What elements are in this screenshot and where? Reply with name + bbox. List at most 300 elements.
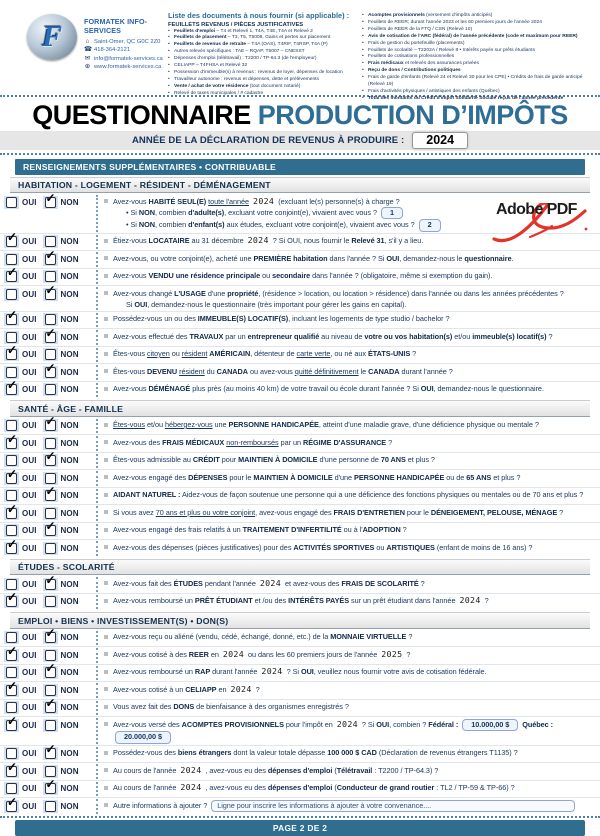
oui-checkbox[interactable] bbox=[6, 384, 17, 395]
non-checkbox[interactable] bbox=[45, 783, 56, 794]
question-line: Avez-vous cotisé à un CELIAPP en 2024 ? bbox=[113, 684, 597, 695]
document-list-item: • Frais de gestion du portefeuille (placements) bbox=[362, 41, 594, 48]
oui-checkbox[interactable] bbox=[6, 314, 17, 325]
company-block bbox=[84, 17, 166, 72]
oui-strip bbox=[4, 366, 19, 379]
question-line: Êtes-vous DEVENU résident du CANADA ou avez-vous quitté définitivement le CANADA durant l'année ? bbox=[113, 366, 597, 377]
non-strip bbox=[43, 800, 58, 813]
document-list-item: • Vente / achat de votre résidence (tout document notarié) bbox=[168, 84, 360, 91]
answer-cell bbox=[4, 683, 96, 697]
oui-checkbox[interactable] bbox=[6, 667, 17, 678]
inline-amount-field[interactable]: 2 bbox=[419, 219, 441, 232]
answer-cell bbox=[4, 541, 96, 555]
non-checkbox[interactable] bbox=[45, 384, 56, 395]
dotted-divider bbox=[96, 195, 98, 232]
non-label: NON bbox=[61, 385, 79, 394]
question-row bbox=[0, 364, 600, 382]
oui-checkbox[interactable] bbox=[6, 720, 17, 731]
non-checkbox[interactable] bbox=[45, 596, 56, 607]
non-label: NON bbox=[61, 651, 79, 660]
oui-label: OUI bbox=[22, 368, 37, 377]
house-icon: ⌂ bbox=[84, 38, 91, 47]
question-text bbox=[113, 489, 597, 501]
question-line: Avez-vous remboursé un PRÊT ÉTUDIANT et /ou des INTÉRÊTS PAYÉS sur un prêt étudiant dans l'année 2024 ? bbox=[113, 595, 597, 606]
oui-checkbox[interactable] bbox=[6, 525, 17, 536]
non-checkbox[interactable] bbox=[45, 525, 56, 536]
filled-year-field[interactable]: 2024 bbox=[178, 765, 203, 775]
question-line: Étiez-vous LOCATAIRE au 31 décembre 2024 ? Si OUI, nous fournir le Relevé 31, s'il y a lieu. bbox=[113, 235, 597, 246]
question-row bbox=[0, 453, 600, 471]
non-label: NON bbox=[61, 721, 79, 730]
non-checkbox[interactable] bbox=[45, 332, 56, 343]
dotted-divider bbox=[96, 631, 98, 646]
question-text bbox=[113, 235, 597, 247]
oui-strip bbox=[4, 331, 19, 344]
non-checkbox[interactable] bbox=[45, 766, 56, 777]
dotted-divider bbox=[96, 270, 98, 285]
non-checkbox[interactable] bbox=[45, 473, 56, 484]
question-row bbox=[0, 418, 600, 436]
non-checkbox[interactable] bbox=[45, 748, 56, 759]
filled-year-field[interactable]: 2024 bbox=[251, 196, 276, 206]
answer-cell bbox=[4, 419, 96, 433]
question-row bbox=[0, 382, 600, 399]
answer-cell bbox=[4, 506, 96, 520]
dotted-divider bbox=[96, 252, 98, 267]
logo-letter: F bbox=[42, 22, 62, 52]
oui-label: OUI bbox=[22, 439, 37, 448]
document-list-item: • Travailleur autonome : revenus et dépenses, dette et prélèvements bbox=[168, 77, 360, 84]
bullet-icon bbox=[104, 786, 108, 790]
oui-label: OUI bbox=[22, 290, 37, 299]
non-checkbox[interactable] bbox=[45, 254, 56, 265]
document-list-item: • Feuillets de scolarité – T2202A / Relevé 8 • Intérêts payés sur prêts étudiants bbox=[362, 48, 594, 55]
oui-strip bbox=[4, 649, 19, 662]
section-header: ÉTUDES - SCOLARITÉ bbox=[10, 559, 590, 576]
question-row bbox=[0, 665, 600, 683]
dotted-divider bbox=[96, 541, 98, 556]
question-text bbox=[113, 782, 597, 794]
non-label: NON bbox=[61, 544, 79, 553]
dotted-divider bbox=[96, 383, 98, 398]
non-checkbox[interactable] bbox=[45, 197, 56, 208]
non-label: NON bbox=[61, 491, 79, 500]
question-line: Avez-vous remboursé un RAP durant l'année 2024 ? Si OUI, veuillez nous fournir votre avis de cotisation fédérale. bbox=[113, 666, 597, 677]
dotted-divider bbox=[96, 595, 98, 610]
section-header: HABITATION - LOGEMENT - RÉSIDENT - DÉMÉNAGEMENT bbox=[10, 177, 590, 194]
question-text bbox=[113, 287, 597, 310]
question-line: Avez-vous des FRAIS MÉDICAUX non-remboursés par un RÉGIME D'ASSURANCE ? bbox=[113, 437, 597, 448]
question-row bbox=[0, 781, 600, 799]
non-label: NON bbox=[61, 439, 79, 448]
question-line: Avez-vous VENDU une résidence principale ou secondaire dans l'année ? (obligatoire, même si exemption du gain). bbox=[113, 270, 597, 281]
filled-year-field[interactable]: 2024 bbox=[457, 595, 482, 605]
question-text bbox=[113, 330, 597, 342]
non-checkbox[interactable] bbox=[45, 579, 56, 590]
oui-checkbox[interactable] bbox=[6, 766, 17, 777]
answer-cell bbox=[4, 718, 96, 732]
inline-amount-field[interactable]: 20.000,00 $ bbox=[115, 731, 171, 744]
inline-amount-field[interactable]: 1 bbox=[381, 207, 403, 220]
bullet-icon bbox=[104, 722, 108, 726]
non-strip bbox=[43, 489, 58, 502]
filled-year-field[interactable]: 2024 bbox=[335, 719, 360, 729]
question-line: Au cours de l'année 2024 , avez-vous eu des dépenses d'emploi (Télétravail : T2200 / TP-64.3) ? bbox=[113, 765, 597, 776]
question-text bbox=[113, 365, 597, 377]
question-text bbox=[113, 648, 597, 660]
section-rows bbox=[0, 630, 600, 815]
oui-strip bbox=[4, 719, 19, 732]
bullet-icon bbox=[104, 768, 108, 772]
oui-checkbox[interactable] bbox=[6, 473, 17, 484]
globe-icon: ⊕ bbox=[84, 63, 91, 72]
bullet-icon bbox=[104, 510, 108, 514]
question-text bbox=[113, 471, 597, 483]
section bbox=[0, 177, 600, 399]
non-checkbox[interactable] bbox=[45, 632, 56, 643]
bullet-icon bbox=[104, 751, 108, 755]
non-checkbox[interactable] bbox=[45, 438, 56, 449]
question-text bbox=[113, 577, 597, 589]
oui-checkbox[interactable] bbox=[6, 632, 17, 643]
answer-cell bbox=[4, 595, 96, 609]
question-row bbox=[0, 470, 600, 488]
non-checkbox[interactable] bbox=[45, 702, 56, 713]
answer-cell bbox=[4, 454, 96, 468]
oui-label: OUI bbox=[22, 668, 37, 677]
contact-line bbox=[84, 55, 166, 64]
answer-cell bbox=[4, 666, 96, 680]
dotted-divider bbox=[96, 666, 98, 681]
question-row bbox=[0, 286, 600, 312]
oui-strip bbox=[4, 631, 19, 644]
question-line: Si OUI, demandez-nous le questionnaire (très important pour gérer les gains en capital). bbox=[113, 299, 597, 310]
oui-strip bbox=[4, 701, 19, 714]
bullet-icon bbox=[104, 635, 108, 639]
answer-cell bbox=[4, 365, 96, 379]
question-row bbox=[0, 505, 600, 523]
non-checkbox[interactable] bbox=[45, 271, 56, 282]
question-text bbox=[113, 683, 597, 695]
filled-year-field[interactable]: 2024 bbox=[178, 782, 203, 792]
question-line: Êtes-vous citoyen ou résident AMÉRICAIN, détenteur de carte verte, ou né aux ÉTATS-UNIS ? bbox=[113, 348, 597, 359]
oui-checkbox[interactable] bbox=[6, 236, 17, 247]
adobe-pdf-label: Adobe PDF bbox=[496, 201, 577, 219]
document-list-item: • Feuillets d'emploi – T4 et Relevé 1, T4A, T4E, T4A et Relevé 2 bbox=[168, 29, 360, 36]
oui-strip bbox=[4, 270, 19, 283]
non-checkbox[interactable] bbox=[45, 543, 56, 554]
oui-checkbox[interactable] bbox=[6, 702, 17, 713]
page-title-accent: PRODUCTION D’IMPÔTS bbox=[251, 100, 568, 130]
oui-strip bbox=[4, 437, 19, 450]
documents-col1 bbox=[168, 29, 360, 98]
document-list-item: • Frais de garde d'enfants (Relevé 24 et Relevé 30 pour les CPE) • Crédits de frais de garde anticipé (Relevé 19) bbox=[362, 75, 594, 89]
question-line: Avez-vous fait des ÉTUDES pendant l'année 2024 et avez-vous des FRAIS DE SCOLARITÉ ? bbox=[113, 578, 597, 589]
oui-label: OUI bbox=[22, 350, 37, 359]
non-strip bbox=[43, 437, 58, 450]
non-strip bbox=[43, 454, 58, 467]
oui-checkbox[interactable] bbox=[6, 685, 17, 696]
non-checkbox[interactable] bbox=[45, 314, 56, 325]
non-checkbox[interactable] bbox=[45, 508, 56, 519]
bullet-icon bbox=[104, 599, 108, 603]
question-row bbox=[0, 523, 600, 541]
bullet-icon bbox=[104, 803, 108, 807]
question-text bbox=[113, 419, 597, 431]
non-checkbox[interactable] bbox=[45, 720, 56, 731]
question-line: Possédez-vous un ou des IMMEUBLE(S) LOCATIF(S), incluant les logements de type studio / bachelor ? bbox=[113, 313, 597, 324]
answer-cell bbox=[4, 287, 96, 301]
oui-strip bbox=[4, 765, 19, 778]
bullet-icon bbox=[104, 581, 108, 585]
non-strip bbox=[43, 270, 58, 283]
oui-label: OUI bbox=[22, 237, 37, 246]
oui-checkbox[interactable] bbox=[6, 367, 17, 378]
question-line: Êtes-vous admissible au CRÉDIT pour MAINTIEN À DOMICILE d'une personne de 70 ANS et plus ? bbox=[113, 454, 597, 465]
document-list-item: • Possession d'immeuble(s) à revenus : revenus de loyer, dépenses de location bbox=[168, 70, 360, 77]
non-checkbox[interactable] bbox=[45, 650, 56, 661]
oui-strip bbox=[4, 507, 19, 520]
dotted-divider bbox=[96, 718, 98, 744]
oui-strip bbox=[4, 595, 19, 608]
oui-checkbox[interactable] bbox=[6, 197, 17, 208]
non-checkbox[interactable] bbox=[45, 367, 56, 378]
bullet-icon bbox=[104, 274, 108, 278]
oui-checkbox[interactable] bbox=[6, 438, 17, 449]
oui-checkbox[interactable] bbox=[6, 508, 17, 519]
oui-checkbox[interactable] bbox=[6, 748, 17, 759]
non-label: NON bbox=[61, 333, 79, 342]
oui-label: OUI bbox=[22, 456, 37, 465]
oui-checkbox[interactable] bbox=[6, 543, 17, 554]
non-strip bbox=[43, 578, 58, 591]
inline-amount-field[interactable]: 10.000,00 $ bbox=[462, 719, 518, 732]
dotted-divider bbox=[96, 313, 98, 328]
question-text bbox=[113, 701, 597, 713]
question-line: Avez-vous, ou votre conjoint(e), acheté une PREMIÈRE habitation dans l'année ? Si OUI, demandez-nous le questionnaire. bbox=[113, 253, 597, 264]
oui-checkbox[interactable] bbox=[6, 650, 17, 661]
sections bbox=[0, 177, 600, 815]
section-header: EMPLOI • BIENS • INVESTISSEMENT(S) • DON(S) bbox=[10, 612, 590, 629]
question-line: Avez-vous des dépenses (pièces justificatives) pour des ACTIVITÉS SPORTIVES ou ARTISTIQUES (enfant de moins de 16 ans) ? bbox=[113, 542, 597, 553]
document-list-item: • Feuillets de placement – T3, T5, T5008, Gains et pertes sur placement bbox=[168, 35, 360, 42]
non-strip bbox=[43, 196, 58, 209]
oui-label: OUI bbox=[22, 633, 37, 642]
non-strip bbox=[43, 253, 58, 266]
dotted-divider bbox=[96, 436, 98, 451]
non-label: NON bbox=[61, 290, 79, 299]
mail-icon: ✉ bbox=[84, 55, 91, 64]
non-strip bbox=[43, 288, 58, 301]
question-row bbox=[0, 717, 600, 746]
page-title bbox=[0, 100, 600, 130]
non-label: NON bbox=[61, 784, 79, 793]
bullet-icon bbox=[104, 239, 108, 243]
question-text bbox=[113, 541, 597, 553]
company-logo bbox=[27, 14, 77, 60]
non-checkbox[interactable] bbox=[45, 420, 56, 431]
document-list-item: • CELIAPP – T4FHSA et Relevé 32 bbox=[168, 63, 360, 70]
oui-checkbox[interactable] bbox=[6, 596, 17, 607]
answer-cell bbox=[4, 701, 96, 715]
oui-strip bbox=[4, 196, 19, 209]
non-checkbox[interactable] bbox=[45, 455, 56, 466]
filled-year-field[interactable]: 2024 bbox=[258, 578, 283, 588]
non-checkbox[interactable] bbox=[45, 490, 56, 501]
document-list-item: • Dépenses d'emploi (télétravail) : T2200 / TP-64.3 (de l'employeur) bbox=[168, 56, 360, 63]
oui-strip bbox=[4, 472, 19, 485]
dotted-divider bbox=[96, 683, 98, 698]
answer-cell bbox=[4, 764, 96, 778]
oui-checkbox[interactable] bbox=[6, 271, 17, 282]
section-header: SANTÉ - ÂGE - FAMILLE bbox=[10, 400, 590, 417]
bullet-icon bbox=[104, 670, 108, 674]
answer-cell bbox=[4, 383, 96, 397]
question-text bbox=[113, 436, 597, 448]
contact-line bbox=[84, 46, 166, 55]
question-text bbox=[113, 270, 597, 282]
non-strip bbox=[43, 331, 58, 344]
contact-line bbox=[84, 63, 166, 72]
non-strip bbox=[43, 684, 58, 697]
bullet-icon bbox=[104, 475, 108, 479]
non-checkbox[interactable] bbox=[45, 236, 56, 247]
oui-label: OUI bbox=[22, 272, 37, 281]
oui-checkbox[interactable] bbox=[6, 349, 17, 360]
page-number-bar: PAGE 2 DE 2 bbox=[15, 820, 585, 836]
oui-strip bbox=[4, 524, 19, 537]
bullet-icon bbox=[104, 291, 108, 295]
oui-label: OUI bbox=[22, 703, 37, 712]
answer-cell bbox=[4, 195, 96, 209]
section bbox=[0, 612, 600, 815]
answer-cell bbox=[4, 313, 96, 327]
question-line: Avez-vous changé L'USAGE d'une propriété, (résidence > location, ou location > résidence) dans l'année ou dans les années précédentes ? bbox=[113, 288, 597, 299]
question-row bbox=[0, 594, 600, 611]
oui-checkbox[interactable] bbox=[6, 332, 17, 343]
oui-checkbox[interactable] bbox=[6, 579, 17, 590]
oui-strip bbox=[4, 578, 19, 591]
separator bbox=[0, 153, 600, 155]
non-strip bbox=[43, 524, 58, 537]
question-line: • Si NON, combien d'enfant(s) aux études, excluant votre conjoint(e), vivaient avec vous ? 2 bbox=[113, 219, 597, 232]
question-text bbox=[113, 631, 597, 643]
filled-year-field[interactable]: 2024 bbox=[246, 235, 271, 245]
question-row bbox=[0, 347, 600, 365]
oui-checkbox[interactable] bbox=[6, 420, 17, 431]
document-list-item: • Avis de cotisation de l'ARC (fédéral) de l'année précédente (code et maximum pour REER) bbox=[362, 34, 594, 41]
oui-checkbox[interactable] bbox=[6, 801, 17, 812]
documents-col2 bbox=[362, 13, 594, 103]
oui-checkbox[interactable] bbox=[6, 490, 17, 501]
oui-checkbox[interactable] bbox=[6, 783, 17, 794]
oui-strip bbox=[4, 782, 19, 795]
filled-year-field[interactable]: 2024 bbox=[221, 649, 246, 659]
question-text bbox=[113, 799, 597, 812]
non-label: NON bbox=[61, 237, 79, 246]
question-row bbox=[0, 647, 600, 665]
non-checkbox[interactable] bbox=[45, 685, 56, 696]
question-text bbox=[113, 252, 597, 264]
dotted-divider bbox=[96, 365, 98, 380]
dotted-divider bbox=[96, 648, 98, 663]
non-strip bbox=[43, 719, 58, 732]
question-line: Avez-vous effectué des TRAVAUX par un entrepreneur qualifié au niveau de votre ou vos habitation(s) et/ou immeuble(s) locatif(s) ? bbox=[113, 331, 597, 342]
company-contact-list bbox=[84, 38, 166, 72]
question-text bbox=[113, 454, 597, 466]
non-checkbox[interactable] bbox=[45, 289, 56, 300]
bullet-icon bbox=[104, 334, 108, 338]
bullet-icon bbox=[104, 652, 108, 656]
oui-checkbox[interactable] bbox=[6, 254, 17, 265]
answer-cell bbox=[4, 524, 96, 538]
document-list-item: • Feuillets de REER de la FTQ / CSN (Relevé 10) bbox=[362, 27, 594, 34]
oui-label: OUI bbox=[22, 686, 37, 695]
bullet-icon bbox=[104, 528, 108, 532]
question-line: AIDANT NATUREL : Aidez-vous de façon soutenue une personne qui a une déficience des fonctions physiques ou mentales ou de 70 ans et plus ? bbox=[113, 489, 597, 500]
document-list-item: • Feuillets de revenus de retraite – T4A (OAS), T4RIF, T4RSP, T4A (P) bbox=[168, 42, 360, 49]
oui-label: OUI bbox=[22, 198, 37, 207]
filled-year-field[interactable]: 2024 bbox=[228, 684, 253, 694]
documents-subtitle: FEUILLETS REVENUS / PIÈCES JUSTIFICATIVES bbox=[168, 22, 360, 28]
non-label: NON bbox=[61, 315, 79, 324]
oui-label: OUI bbox=[22, 749, 37, 758]
filled-year-field[interactable]: 2024 bbox=[259, 666, 284, 676]
non-label: NON bbox=[61, 368, 79, 377]
question-row bbox=[0, 488, 600, 506]
oui-label: OUI bbox=[22, 526, 37, 535]
non-label: NON bbox=[61, 767, 79, 776]
question-line: Avez-vous cotisé à des REER en 2024 ou dans les 60 premiers jours de l'année 2025 ? bbox=[113, 649, 597, 660]
section-rows bbox=[0, 576, 600, 610]
free-text-field[interactable]: Ligne pour inscrire les informations à ajouter à votre convenance.... bbox=[211, 800, 575, 813]
dotted-divider bbox=[96, 471, 98, 486]
non-label: NON bbox=[61, 633, 79, 642]
question-text bbox=[113, 666, 597, 678]
oui-strip bbox=[4, 348, 19, 361]
non-label: NON bbox=[61, 703, 79, 712]
question-text bbox=[113, 195, 597, 232]
oui-checkbox[interactable] bbox=[6, 455, 17, 466]
oui-checkbox[interactable] bbox=[6, 289, 17, 300]
bullet-icon bbox=[104, 352, 108, 356]
bullet-icon bbox=[104, 199, 108, 203]
non-checkbox[interactable] bbox=[45, 667, 56, 678]
answer-cell bbox=[4, 799, 96, 813]
tax-year-field[interactable]: 2024 bbox=[412, 132, 468, 149]
bullet-icon bbox=[104, 256, 108, 260]
question-line: • Si NON, combien d'adulte(s), excluant votre conjoint(e), vivaient avec vous ? 1 bbox=[113, 207, 597, 220]
non-strip bbox=[43, 701, 58, 714]
bullet-icon bbox=[104, 369, 108, 373]
question-row bbox=[0, 435, 600, 453]
question-row bbox=[0, 798, 600, 815]
bullet-icon bbox=[104, 458, 108, 462]
phone-icon: ☎ bbox=[84, 46, 91, 55]
question-line: Avez-vous engagé des DÉPENSES pour le MAINTIEN À DOMICILE d'une PERSONNE HANDICAPÉE ou de 65 ANS et plus ? bbox=[113, 472, 597, 483]
answer-cell bbox=[4, 648, 96, 662]
bullet-icon bbox=[104, 387, 108, 391]
non-checkbox[interactable] bbox=[45, 349, 56, 360]
non-strip bbox=[43, 472, 58, 485]
answer-cell bbox=[4, 348, 96, 362]
filled-year-field[interactable]: 2025 bbox=[379, 649, 404, 659]
non-checkbox[interactable] bbox=[45, 801, 56, 812]
oui-strip bbox=[4, 454, 19, 467]
question-line: Avez-vous versé des ACOMPTES PROVISIONNELS pour l'impôt en 2024 ? Si OUI, combien ? Fédéral : 10.000,00 $ Québec : 20.000,00 $ bbox=[113, 719, 597, 744]
oui-strip bbox=[4, 800, 19, 813]
non-strip bbox=[43, 747, 58, 760]
